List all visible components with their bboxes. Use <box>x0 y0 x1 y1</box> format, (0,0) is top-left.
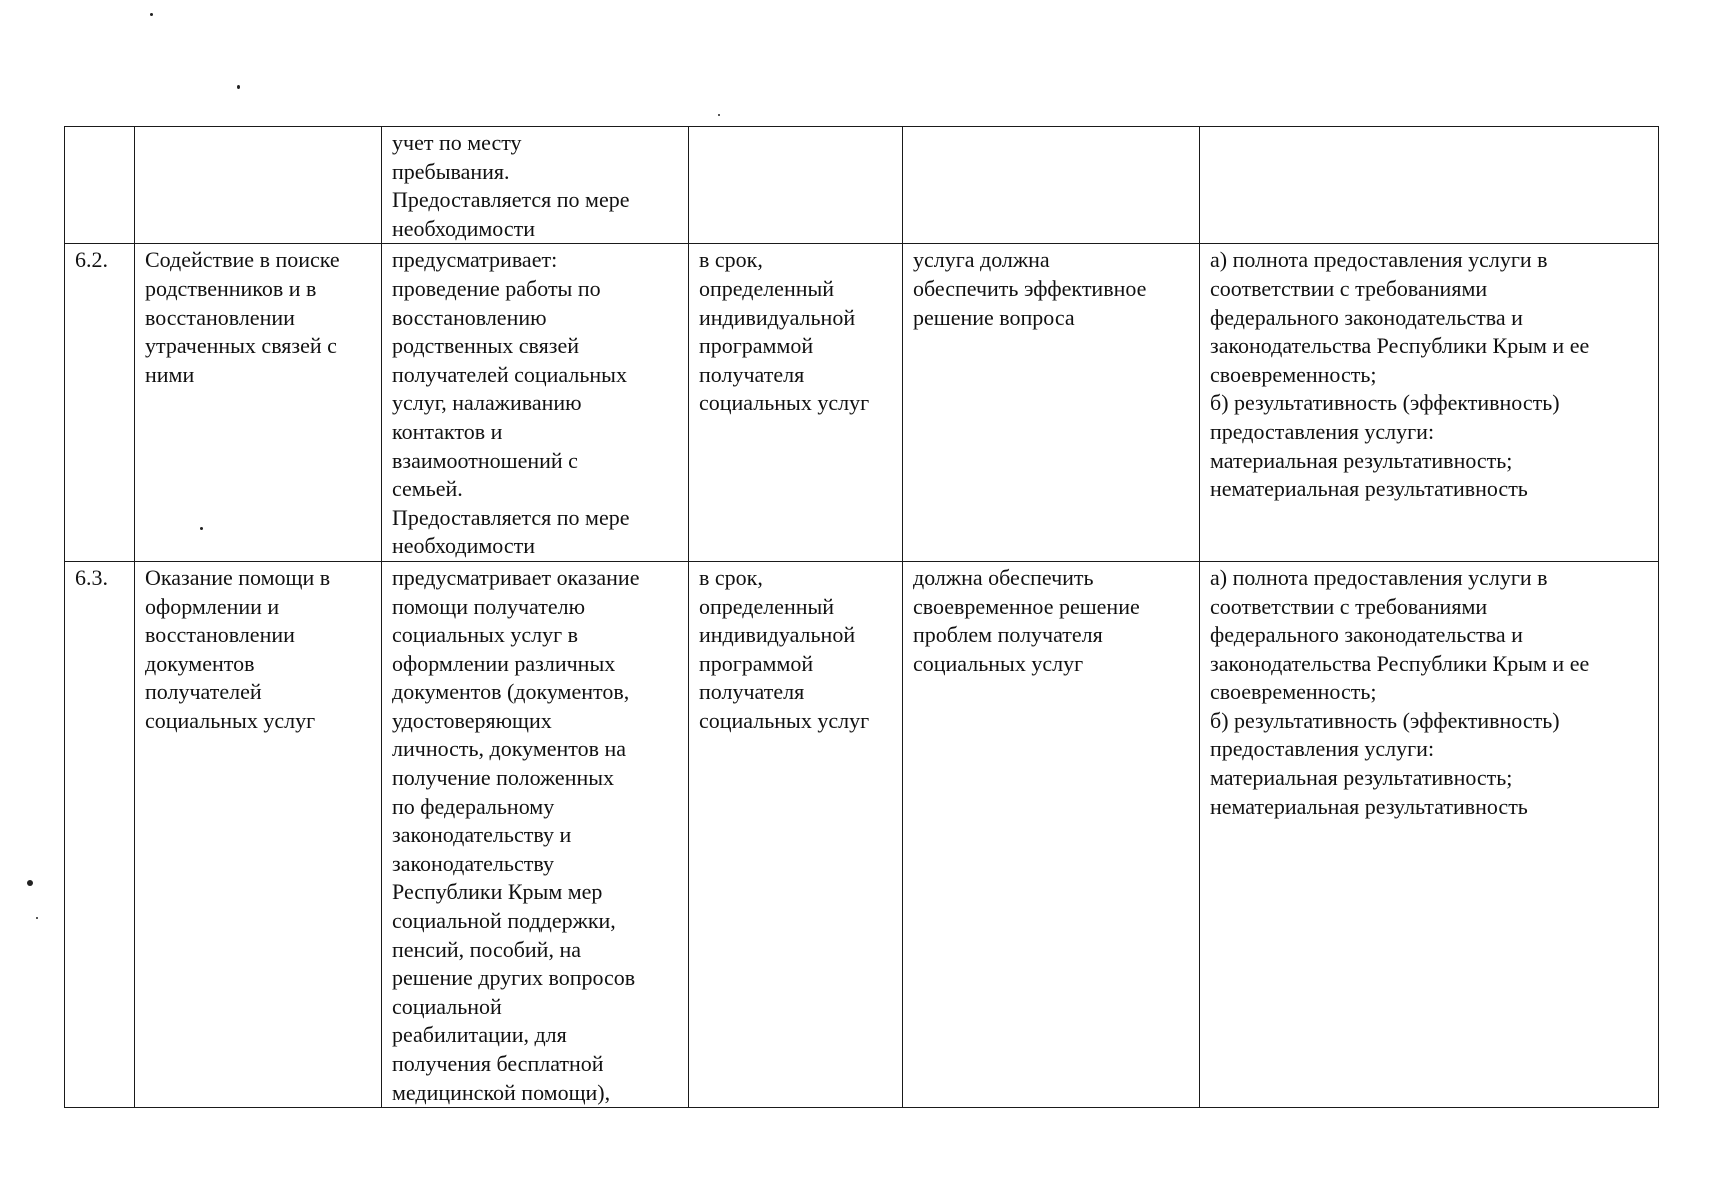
cell-service-term: в срок, определенный индивидуальной программой получателя социальных услуг <box>689 244 903 562</box>
cell-number: 6.3. <box>65 561 135 1107</box>
cell-service-description: предусматривает оказание помощи получателю социальных услуг в оформлении различных документов (документов, удостоверяющих личность, документов на получение положенных по федеральному законодательству и законодательству Республики Крым мер социальной поддержки, пенсий, пособий, на решение других вопросов социальной реабилитации, для получения бесплатной медицинской помощи), <box>382 561 689 1107</box>
table-row <box>65 244 1659 562</box>
cell-service-name <box>135 127 382 244</box>
cell-service-name: Содействие в поиске родственников и в восстановлении утраченных связей с ними <box>135 244 382 562</box>
scan-speck <box>27 880 33 886</box>
cell-quality-indicators <box>903 127 1200 244</box>
services-table <box>64 126 1659 1108</box>
cell-evaluation-conditions: а) полнота предоставления услуги в соответствии с требованиями федерального законодательства и законодательства Республики Крым и ее своевременность; б) результативность (эффективность) предоставления услуги: материальная результативность; нематериальная результативность <box>1200 244 1659 562</box>
cell-quality-indicators: должна обеспечить своевременное решение проблем получателя социальных услуг <box>903 561 1200 1107</box>
cell-service-term: в срок, определенный индивидуальной программой получателя социальных услуг <box>689 561 903 1107</box>
table-row <box>65 127 1659 244</box>
cell-evaluation-conditions <box>1200 127 1659 244</box>
scan-speck <box>150 13 153 16</box>
scan-speck <box>237 85 240 89</box>
cell-number <box>65 127 135 244</box>
cell-service-description: учет по месту пребывания. Предоставляется по мере необходимости <box>382 127 689 244</box>
cell-quality-indicators: услуга должна обеспечить эффективное решение вопроса <box>903 244 1200 562</box>
scan-speck <box>36 917 38 919</box>
cell-evaluation-conditions: а) полнота предоставления услуги в соответствии с требованиями федерального законодательства и законодательства Республики Крым и ее своевременность; б) результативность (эффективность) предоставления услуги: материальная результативность; нематериальная результативность <box>1200 561 1659 1107</box>
table-row <box>65 561 1659 1107</box>
cell-service-term <box>689 127 903 244</box>
cell-service-name: Оказание помощи в оформлении и восстановлении документов получателей социальных услуг <box>135 561 382 1107</box>
scan-speck <box>718 114 720 116</box>
cell-service-description: предусматривает: проведение работы по восстановлению родственных связей получателей социальных услуг, налаживанию контактов и взаимоотношений с семьей. Предоставляется по мере необходимости <box>382 244 689 562</box>
cell-number: 6.2. <box>65 244 135 562</box>
